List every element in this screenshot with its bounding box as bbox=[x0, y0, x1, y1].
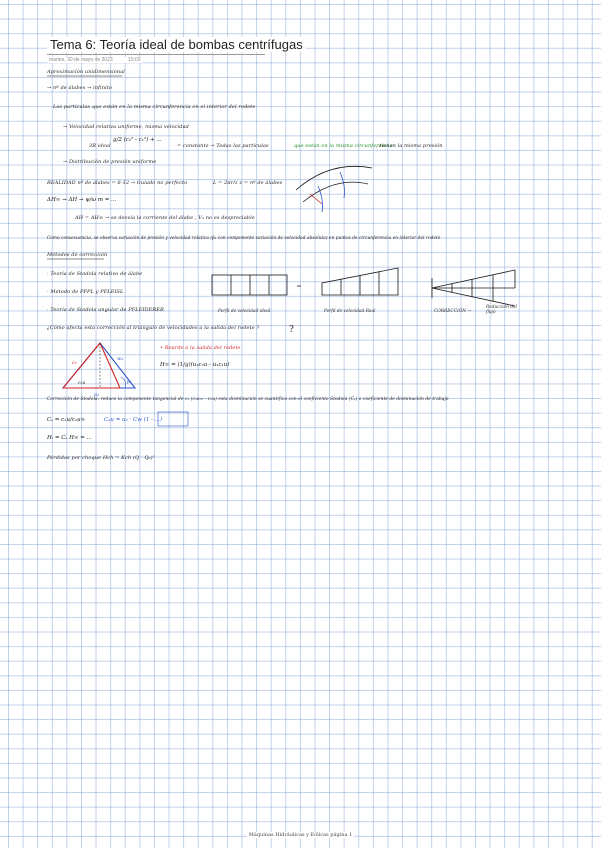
impeller-blade-2 bbox=[340, 172, 345, 198]
page-title: Tema 6: Teoría ideal de bombas centrífugas bbox=[47, 37, 306, 52]
impeller-arrow-red bbox=[310, 194, 322, 204]
caption-ideal-profile: Perfil de velocidad ideal bbox=[218, 309, 271, 314]
triangle-label-c2u: c₂u bbox=[78, 381, 86, 386]
note-line-stodola: Corrección de Stodola: reduce la componente tangencial de c₂ (c₂u∞ - c₂u) esta disminución se cuantifica con el coeficiente Stodola (Cₛ) o coeficiente de disminución de trabajo bbox=[47, 397, 449, 402]
impeller-outer-arc bbox=[296, 166, 372, 190]
impeller-inner-arc bbox=[303, 182, 368, 202]
note-line-reality: REALIDAD nº de álabes = 6-12 → Guiado no perfecto bbox=[47, 180, 188, 186]
note-formula-Hinf: H∞ = (1/g)(u₂c₂u - u₁c₁u) bbox=[160, 362, 230, 368]
note-line-pressure-dist: → Distribución de presión uniforme bbox=[63, 159, 157, 165]
note-line-pitch: L = 2πr/z z = nº de álabes bbox=[213, 180, 283, 186]
note-question: ¿Cómo afecta esta corrección al triángulo de velocidades a la salida del rodete ? bbox=[47, 325, 260, 331]
note-line-method-2: · Método de PFPL y PFLEISL bbox=[47, 289, 124, 295]
caption-correction: CORRECCIÓN → bbox=[434, 309, 471, 314]
note-formula-bernoulli: g/2 (c₂² - c₁²) + ... bbox=[113, 137, 162, 143]
note-formula-deltaH: ΔH∞ → ΔH → ψ/ω m = ... bbox=[47, 197, 117, 203]
question-mark-glyph: ? bbox=[289, 325, 294, 335]
note-line-consequence: Como consecuencia, se observa variación de presión y velocidad relativa (β₂ con componente variación de velocidad absoluta) en puntos de circunferencia en interior del rodete bbox=[47, 235, 441, 240]
page-time: 15:03 bbox=[128, 57, 141, 63]
note-formula-cs: Cₛ = c₂u/c₂u∞ bbox=[47, 417, 86, 423]
note-line-method-1: · Teoría de Stodola relativo de álabe bbox=[47, 271, 143, 277]
note-line-3r-ideal-d: , tienen la misma presión bbox=[376, 143, 443, 149]
triangle-label-u2: u₂ bbox=[94, 392, 100, 398]
triangle-label-beta: β₂ bbox=[127, 380, 132, 385]
note-line-shock-losses: Pérdidas por choque Hch = Kch (Q - Q₀)² bbox=[47, 455, 155, 461]
note-line-particles: Las partículas que están en la misma circunferencia en el interior del rodete bbox=[53, 104, 256, 110]
note-formula-c2u: C₂u = u₂ · Cw (1 - ...) bbox=[104, 417, 163, 423]
note-formula-ht: Hₜ = Cₛ H∞ = ... bbox=[47, 435, 92, 441]
corrected-velocity-profile bbox=[432, 270, 515, 306]
impeller-sketch bbox=[296, 166, 372, 212]
stodola-formula-box bbox=[158, 412, 188, 426]
note-red-exit: • Rearde a la salida del rodete bbox=[160, 345, 241, 351]
real-velocity-profile bbox=[322, 268, 398, 295]
ideal-velocity-profile bbox=[212, 275, 287, 295]
note-line-deviation: ΔH = ΔH∞ → se desvía la corriente del álabe , V₂ no es despreciable bbox=[75, 215, 255, 221]
page-date: martes, 30 de mayo de 2023 bbox=[49, 57, 113, 63]
caption-real-profile: Perfil de velocidad Real bbox=[324, 309, 376, 314]
triangle-label-c2: c₂ bbox=[72, 360, 77, 366]
note-line-3r-ideal-green: que están en la misma circunferencia bbox=[294, 143, 393, 149]
caption-flow-reduction: Reducción del flujo bbox=[486, 305, 517, 315]
note-heading-approx: Aproximación unidimensional bbox=[47, 69, 126, 75]
note-line-3r-ideal-b: = constante → Todas las partículas bbox=[177, 143, 269, 149]
note-heading-correction: Métodos de corrección bbox=[47, 252, 108, 258]
triangle-label-w2: w₂ bbox=[117, 356, 124, 362]
note-line-relative-velocity: → Velocidad relativa uniforme, misma velocidad bbox=[63, 124, 189, 130]
note-line-infinite-blades: → nº de álabes → infinito bbox=[47, 85, 112, 91]
note-line-3r-ideal-a: 3R ideal bbox=[89, 143, 111, 149]
page-footer bbox=[0, 832, 601, 838]
footer-text: Máquinas Hidráulicas y Eólicas página 1 bbox=[248, 832, 353, 838]
note-line-method-3: · Teoría de Stodola angular de PFLEIDERER bbox=[47, 307, 164, 313]
